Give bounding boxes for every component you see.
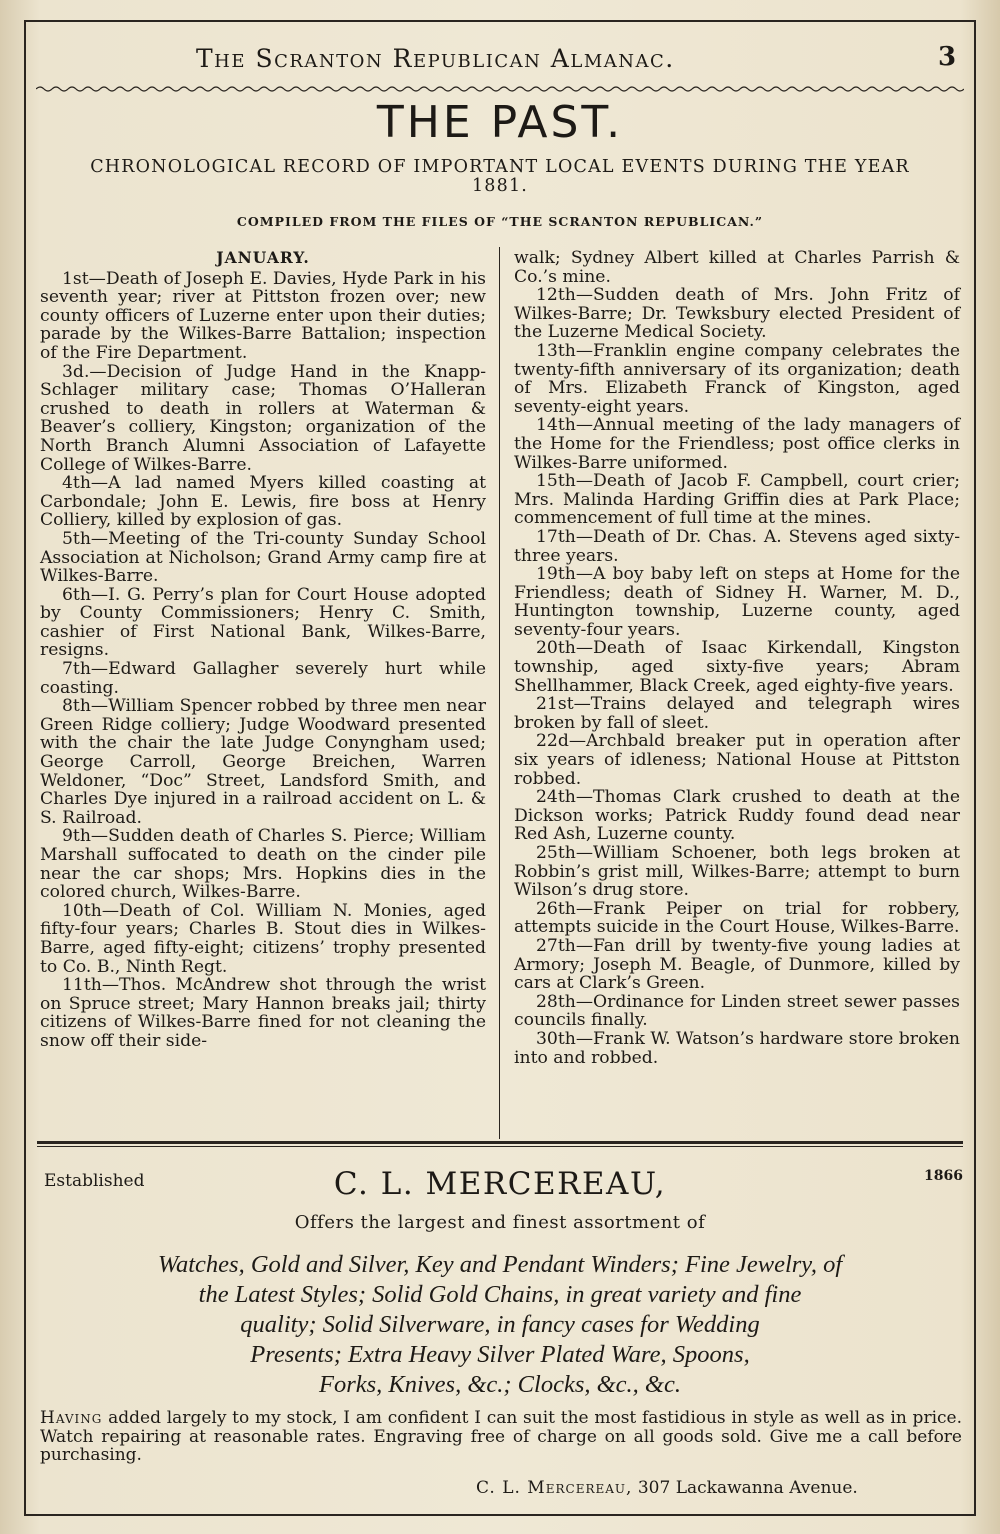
ad-established-label: Established xyxy=(44,1171,145,1191)
right-entries xyxy=(514,286,960,1067)
ad-body-rest: added largely to my stock, I am confident I can suit the most fastidious in style as well as in price. Watch repairing at reasonable rates. Engraving free of charge on all goods sold. Give me a call before purchasing. xyxy=(40,1408,962,1465)
event-entry: 3d.—Decision of Judge Hand in the Knapp-Schlager military case; Thomas O’Halleran crushed to death in rollers at Waterman & Beaver’s colliery, Kingston; organization of the North Branch Alumni Association of Lafayette College of Wilkes-Barre. xyxy=(40,361,486,475)
ad-product-line: quality; Solid Silverware, in fancy cases for Wedding xyxy=(240,1311,760,1338)
running-head: The Scranton Republican Almanac. xyxy=(196,44,675,73)
ad-product-line: the Latest Styles; Solid Gold Chains, in great variety and fine xyxy=(198,1281,802,1308)
ad-signature xyxy=(476,1478,858,1498)
event-entry: 4th—A lad named Myers killed coasting at Carbondale; John E. Lewis, fire boss at Henry Colliery, killed by explosion of gas. xyxy=(40,473,486,531)
ad-body-text xyxy=(40,1409,962,1465)
column-divider xyxy=(499,247,500,1139)
ad-body-lead: Having xyxy=(40,1408,103,1428)
event-entry: 26th—Frank Peiper on trial for robbery, attempts suicide in the Court House, Wilkes-Barre. xyxy=(514,898,960,938)
ad-product-list xyxy=(40,1250,960,1400)
event-entry: 13th—Franklin engine company celebrates the twenty-fifth anniversary of its organization; death of Mrs. Elizabeth Franck of Kingston, aged seventy-eight years. xyxy=(514,340,960,417)
event-entry: 15th—Death of Jacob F. Campbell, court crier; Mrs. Malinda Harding Griffin dies at Park Place; commencement of full time at the mines. xyxy=(514,471,960,529)
ad-product-line: Watches, Gold and Silver, Key and Pendant Winders; Fine Jewelry, of xyxy=(157,1251,843,1278)
event-entry: 22d—Archbald breaker put in operation after six years of idleness; National House at Pittston robbed. xyxy=(514,731,960,789)
event-entry: 9th—Sudden death of Charles S. Pierce; William Marshall suffocated to death on the cinder pile near the car shops; Mrs. Hopkins dies in the colored church, Wilkes-Barre. xyxy=(40,826,486,903)
event-entry: 20th—Death of Isaac Kirkendall, Kingston township, aged sixty-five years; Abram Shellhammer, Black Creek, aged eighty-five years. xyxy=(514,638,960,696)
event-entry: 1st—Death of Joseph E. Davies, Hyde Park in his seventh year; river at Pittston frozen over; new county officers of Luzerne enter upon their duties; parade by the Wilkes-Barre Battalion; inspection of the Fire Department. xyxy=(40,268,486,363)
ad-business-name: C. L. MERCEREAU, xyxy=(333,1166,667,1202)
page-number: 3 xyxy=(938,42,957,72)
event-entry: 6th—I. G. Perry’s plan for Court House adopted by County Commissioners; Henry C. Smith, cashier of First National Bank, Wilkes-Barre, resigns. xyxy=(40,584,486,661)
event-entry: 14th—Annual meeting of the lady managers of the Home for the Friendless; post office clerks in Wilkes-Barre uniformed. xyxy=(514,415,960,473)
ad-separator-rule-thin xyxy=(37,1146,963,1147)
event-entry: 30th—Frank W. Watson’s hardware store broken into and robbed. xyxy=(514,1028,960,1068)
event-entry: 21st—Trains delayed and telegraph wires broken by fall of sleet. xyxy=(514,694,960,733)
right-column xyxy=(514,249,960,1067)
event-entry: 25th—William Schoener, both legs broken at Robbin’s grist mill, Wilkes-Barre; attempt to burn Wilson’s drug store. xyxy=(514,843,960,901)
page-title: THE PAST. xyxy=(376,97,624,148)
event-entry: 19th—A boy baby left on steps at Home for the Friendless; death of Sidney H. Warner, M. D., Huntington township, Luzerne county, aged seventy-four years. xyxy=(514,564,960,640)
ad-product-line: Presents; Extra Heavy Silver Plated Ware, Spoons, xyxy=(250,1341,750,1368)
ad-offers-line: Offers the largest and finest assortment of xyxy=(294,1212,706,1233)
event-entry: 11th—Thos. McAndrew shot through the wrist on Spruce street; Mary Hannon breaks jail; thirty citizens of Wilkes-Barre fined for not cleaning the snow off their side- xyxy=(40,975,486,1051)
compiled-note: COMPILED FROM THE FILES OF “THE SCRANTON REPUBLICAN.” xyxy=(236,214,764,229)
event-entry: 27th—Fan drill by twenty-five young ladies at Armory; Joseph M. Beagle, of Dunmore, killed by cars at Clark’s Green. xyxy=(514,935,960,994)
ad-established-year: 1866 xyxy=(924,1168,963,1184)
right-continuation: walk; Sydney Albert killed at Charles Parrish & Co.’s mine. xyxy=(514,248,960,287)
left-column xyxy=(40,249,486,1051)
event-entry: 17th—Death of Dr. Chas. A. Stevens aged sixty-three years. xyxy=(514,526,960,566)
ad-signature-address: 307 Lackawanna Avenue. xyxy=(632,1478,858,1498)
ad-separator-rule xyxy=(37,1141,963,1144)
left-entries xyxy=(40,270,486,1051)
event-entry: 10th—Death of Col. William N. Monies, aged fifty-four years; Charles B. Stout dies in Wilkes-Barre, aged fifty-eight; citizens’ trophy presented to Co. B., Ninth Regt. xyxy=(40,900,486,977)
ad-signature-name: C. L. Mercereau, xyxy=(476,1478,633,1498)
event-entry: 24th—Thomas Clark crushed to death at the Dickson works; Patrick Ruddy found dead near Red Ash, Luzerne county. xyxy=(514,787,960,845)
event-entry: 7th—Edward Gallagher severely hurt while coasting. xyxy=(40,659,486,698)
decorative-wavy-rule xyxy=(36,84,964,94)
event-entry: 5th—Meeting of the Tri-county Sunday School Association at Nicholson; Grand Army camp fire at Wilkes-Barre. xyxy=(40,528,486,587)
page-subtitle: CHRONOLOGICAL RECORD OF IMPORTANT LOCAL EVENTS DURING THE YEAR 1881. xyxy=(90,157,910,196)
event-entry: 28th—Ordinance for Linden street sewer passes councils finally. xyxy=(514,991,960,1031)
event-entry: 12th—Sudden death of Mrs. John Fritz of Wilkes-Barre; Dr. Tewksbury elected President of the Luzerne Medical Society. xyxy=(514,285,960,343)
event-entry: 8th—William Spencer robbed by three men near Green Ridge colliery; Judge Woodward presented with the chair the late Judge Conyngham used; George Carroll, George Breichen, Warren Weldoner, “Doc” Street, Landsford Smith, and Charles Dye injured in a railroad accident on L. & S. Railroad. xyxy=(40,696,486,828)
month-heading: JANUARY. xyxy=(216,248,310,267)
ad-product-line: Forks, Knives, &c.; Clocks, &c., &c. xyxy=(319,1371,681,1398)
